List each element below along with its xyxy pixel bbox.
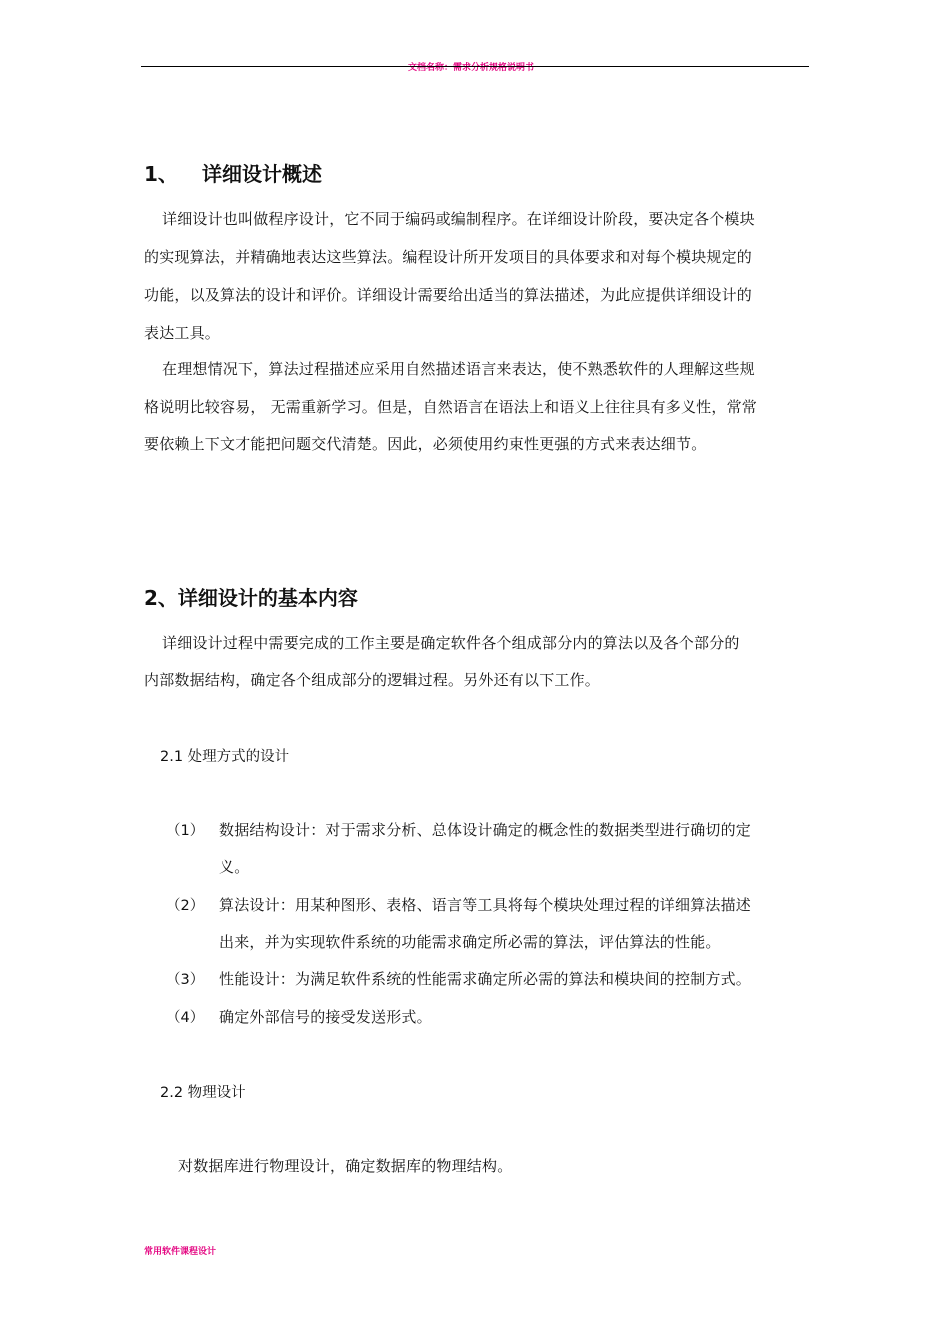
- section1-line-4: 表达工具。: [144, 324, 221, 342]
- section1-line-7: 要依赖上下文才能把问题交代清楚。因此，必须使用约束性更强的方式来表达细节。: [144, 435, 707, 453]
- header-doc-title: 文档名称：需求分析规格说明书: [408, 63, 535, 73]
- item-1-line-1: 数据结构设计：对于需求分析、总体设计确定的概念性的数据类型进行确切的定: [219, 821, 752, 839]
- item-1-number: （1）: [166, 823, 205, 839]
- item-2-line-1: 算法设计：用某种图形、表格、语言等工具将每个模块处理过程的详细算法描述: [219, 896, 752, 914]
- section1-line-6: 格说明比较容易， 无需重新学习。但是，自然语言在语法上和语义上往往具有多义性，常常: [144, 398, 757, 416]
- item-3-line-1: 性能设计：为满足软件系统的性能需求确定所必需的算法和模块间的控制方式。: [219, 970, 752, 988]
- subsection-2-2-title: 2.2 物理设计: [160, 1085, 246, 1101]
- section1-line-2: 的实现算法，并精确地表达这些算法。编程设计所开发项目的具体要求和对每个模块规定的: [144, 248, 753, 266]
- item-1-line-2: 义。: [219, 858, 250, 876]
- section1-line-3: 功能，以及算法的设计和评价。详细设计需要给出适当的算法描述，为此应提供详细设计的: [144, 286, 753, 304]
- header-rule: [141, 66, 809, 67]
- section1-line-5: 在理想情况下，算法过程描述应采用自然描述语言来表达，使不熟悉软件的人理解这些规: [162, 360, 755, 378]
- subsection-2-2-text: 对数据库进行物理设计，确定数据库的物理结构。: [178, 1157, 513, 1175]
- item-2-number: （2）: [166, 898, 205, 914]
- item-4-number: （4）: [166, 1010, 205, 1026]
- section1-number: 1、: [144, 162, 178, 186]
- section2-title: 2、详细设计的基本内容: [144, 586, 358, 610]
- subsection-2-1-title: 2.1 处理方式的设计: [160, 749, 290, 765]
- section1-line-1: 详细设计也叫做程序设计，它不同于编码或编制程序。在详细设计阶段，要决定各个模块: [162, 210, 755, 228]
- section2-line-2: 内部数据结构，确定各个组成部分的逻辑过程。另外还有以下工作。: [144, 671, 601, 689]
- footer-text: 常用软件课程设计: [144, 1247, 217, 1257]
- item-4-line-1: 确定外部信号的接受发送形式。: [219, 1008, 432, 1026]
- item-2-line-2: 出来，并为实现软件系统的功能需求确定所必需的算法，评估算法的性能。: [219, 933, 721, 951]
- section2-line-1: 详细设计过程中需要完成的工作主要是确定软件各个组成部分内的算法以及各个部分的: [162, 634, 740, 652]
- section1-title: 详细设计概述: [202, 162, 322, 186]
- item-3-number: （3）: [166, 972, 205, 988]
